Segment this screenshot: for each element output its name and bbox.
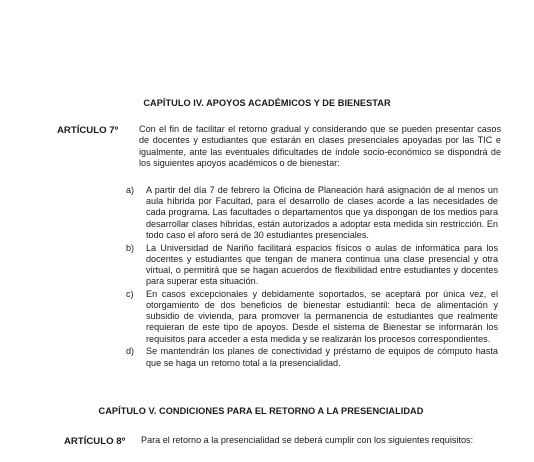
list-item-text: En casos excepcionales y debidamente soportados, se aceptará por única vez, el otorgamiento de dos beneficios de bienestar estudiantil: beca de alimentación y subsidio de vivienda, para promover la permanencia de estudiantes que realmente requieran de este tipo de apoyos. Desde el sistema de Bienestar se informarán los requisitos para acceder a esta medida y se realizarán los procesos correspondientes.	[146, 288, 498, 344]
article-8-intro: Para el retorno a la presencialidad se deberá cumplir con los siguientes requisitos:	[141, 435, 474, 445]
list-item-marker: c)	[126, 288, 134, 299]
list-item-text: Se mantendrán los planes de conectividad y préstamo de equipos de cómputo hasta que se haga un retorno total a la presencialidad.	[146, 346, 498, 368]
list-item	[126, 243, 498, 288]
list-item-marker: b)	[126, 242, 135, 253]
list-item	[126, 289, 498, 345]
chapter-v-title: CAPÍTULO V. CONDICIONES PARA EL RETORNO A LA PRESENCIALIDAD	[98, 406, 424, 416]
list-item-text: La Universidad de Nariño facilitará espacios físicos o aulas de informática para los docentes y estudiantes que tengan de manera continua una clase presencial y otra virtual, o permitirá que se hagan acuerdos de flexibilidad entre estudiantes y docentes para superar esta situación.	[146, 242, 498, 287]
list-item-marker: d)	[126, 346, 135, 357]
list-item	[126, 346, 498, 368]
chapter-iv-title: CAPÍTULO IV. APOYOS ACADÉMICOS Y DE BIENESTAR	[143, 98, 391, 108]
article-7-intro: Con el fin de facilitar el retorno gradual y considerando que se pueden presentar casos de docentes y estudiantes que estarán en clases presenciales apoyadas por las TIC e igualmente, ante las eventuales dificultades de índole socio-económico se dispondrá de los siguientes apoyos académicos o de bienestar:	[139, 124, 501, 169]
list-item-text: A partir del día 7 de febrero la Oficina de Planeación hará asignación de al menos un aula híbrida por Facultad, para el desarrollo de clases acorde a las necesidades de cada programa. Las facultades o departamentos que ya dispongan de los medios para desarrollar clases híbridas, están autorizados a adoptar esta medida sin restricción. En todo caso el aforo será de 30 estudiantes presenciales.	[146, 185, 498, 240]
list-item-marker: a)	[126, 185, 135, 195]
article-7-list	[126, 185, 498, 370]
list-item	[126, 185, 498, 241]
article-8-label: ARTÍCULO 8º	[64, 436, 126, 447]
article-7-label: ARTÍCULO 7º	[57, 125, 119, 136]
